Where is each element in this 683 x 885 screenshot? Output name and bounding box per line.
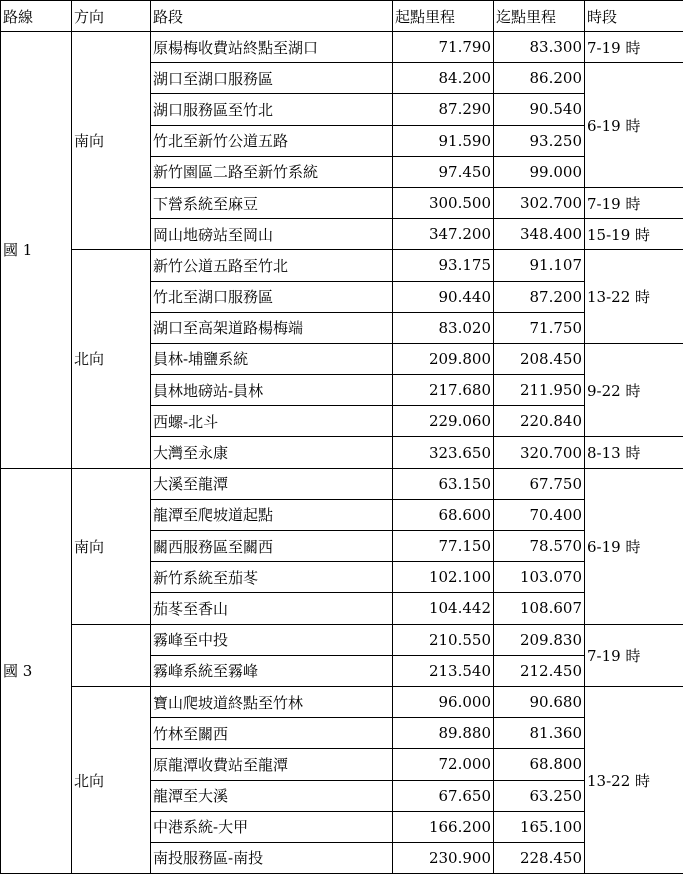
end-km-cell: 87.200 <box>494 281 585 312</box>
start-km-cell: 323.650 <box>393 437 494 468</box>
table-row <box>1 250 683 281</box>
route-cell: 國 1 <box>1 32 72 469</box>
segment-cell: 霧峰系統至霧峰 <box>151 655 393 686</box>
table-row <box>1 686 683 717</box>
start-km-cell: 72.000 <box>393 749 494 780</box>
time-cell: 6-19 時 <box>585 468 683 624</box>
segment-cell: 關西服務區至關西 <box>151 531 393 562</box>
header-time-period: 時段 <box>585 1 683 32</box>
segment-cell: 龍潭至爬坡道起點 <box>151 499 393 530</box>
end-km-cell: 99.000 <box>494 156 585 187</box>
segment-cell: 竹北至湖口服務區 <box>151 281 393 312</box>
start-km-cell: 347.200 <box>393 219 494 250</box>
table-row <box>1 624 683 655</box>
segment-cell: 南投服務區-南投 <box>151 842 393 873</box>
direction-cell-empty <box>72 624 151 686</box>
segment-cell: 西螺-北斗 <box>151 406 393 437</box>
table-row <box>1 468 683 499</box>
end-km-cell: 165.100 <box>494 811 585 842</box>
segment-cell: 下營系統至麻豆 <box>151 187 393 218</box>
start-km-cell: 71.790 <box>393 32 494 63</box>
start-km-cell: 93.175 <box>393 250 494 281</box>
time-cell: 15-19 時 <box>585 219 683 250</box>
time-cell: 7-19 時 <box>585 624 683 686</box>
start-km-cell: 217.680 <box>393 375 494 406</box>
start-km-cell: 96.000 <box>393 686 494 717</box>
start-km-cell: 84.200 <box>393 63 494 94</box>
segment-cell: 員林地磅站-員林 <box>151 375 393 406</box>
time-cell: 9-22 時 <box>585 343 683 437</box>
start-km-cell: 63.150 <box>393 468 494 499</box>
segment-cell: 湖口至湖口服務區 <box>151 63 393 94</box>
header-direction: 方向 <box>72 1 151 32</box>
start-km-cell: 97.450 <box>393 156 494 187</box>
table-row <box>1 32 683 63</box>
end-km-cell: 71.750 <box>494 312 585 343</box>
segment-cell: 原龍潭收費站至龍潭 <box>151 749 393 780</box>
direction-cell: 北向 <box>72 250 151 468</box>
end-km-cell: 90.680 <box>494 686 585 717</box>
start-km-cell: 230.900 <box>393 842 494 873</box>
end-km-cell: 91.107 <box>494 250 585 281</box>
segment-cell: 霧峰至中投 <box>151 624 393 655</box>
time-cell: 7-19 時 <box>585 32 683 63</box>
segment-cell: 竹林至關西 <box>151 718 393 749</box>
end-km-cell: 103.070 <box>494 562 585 593</box>
segment-cell: 原楊梅收費站終點至湖口 <box>151 32 393 63</box>
header-route: 路線 <box>1 1 72 32</box>
start-km-cell: 83.020 <box>393 312 494 343</box>
end-km-cell: 212.450 <box>494 655 585 686</box>
start-km-cell: 102.100 <box>393 562 494 593</box>
header-start-km: 起點里程 <box>393 1 494 32</box>
segment-cell: 中港系統-大甲 <box>151 811 393 842</box>
start-km-cell: 104.442 <box>393 593 494 624</box>
segment-cell: 湖口服務區至竹北 <box>151 94 393 125</box>
start-km-cell: 210.550 <box>393 624 494 655</box>
start-km-cell: 213.540 <box>393 655 494 686</box>
end-km-cell: 81.360 <box>494 718 585 749</box>
end-km-cell: 90.540 <box>494 94 585 125</box>
segment-cell: 新竹系統至茄苳 <box>151 562 393 593</box>
start-km-cell: 229.060 <box>393 406 494 437</box>
end-km-cell: 68.800 <box>494 749 585 780</box>
direction-cell: 南向 <box>72 32 151 250</box>
time-cell: 8-13 時 <box>585 437 683 468</box>
segment-cell: 茄苳至香山 <box>151 593 393 624</box>
end-km-cell: 302.700 <box>494 187 585 218</box>
start-km-cell: 300.500 <box>393 187 494 218</box>
segment-cell: 竹北至新竹公道五路 <box>151 125 393 156</box>
start-km-cell: 90.440 <box>393 281 494 312</box>
segment-cell: 新竹公道五路至竹北 <box>151 250 393 281</box>
end-km-cell: 67.750 <box>494 468 585 499</box>
start-km-cell: 68.600 <box>393 499 494 530</box>
end-km-cell: 220.840 <box>494 406 585 437</box>
start-km-cell: 91.590 <box>393 125 494 156</box>
start-km-cell: 166.200 <box>393 811 494 842</box>
end-km-cell: 348.400 <box>494 219 585 250</box>
segment-cell: 龍潭至大溪 <box>151 780 393 811</box>
segment-cell: 新竹園區二路至新竹系統 <box>151 156 393 187</box>
segment-cell: 員林-埔鹽系統 <box>151 343 393 374</box>
end-km-cell: 108.607 <box>494 593 585 624</box>
start-km-cell: 87.290 <box>393 94 494 125</box>
segment-cell: 大溪至龍潭 <box>151 468 393 499</box>
segment-cell: 岡山地磅站至岡山 <box>151 219 393 250</box>
time-cell: 13-22 時 <box>585 250 683 344</box>
segment-cell: 湖口至高架道路楊梅端 <box>151 312 393 343</box>
end-km-cell: 70.400 <box>494 499 585 530</box>
end-km-cell: 86.200 <box>494 63 585 94</box>
end-km-cell: 63.250 <box>494 780 585 811</box>
end-km-cell: 93.250 <box>494 125 585 156</box>
time-cell: 6-19 時 <box>585 63 683 188</box>
end-km-cell: 208.450 <box>494 343 585 374</box>
end-km-cell: 211.950 <box>494 375 585 406</box>
header-row <box>1 1 683 32</box>
end-km-cell: 228.450 <box>494 842 585 873</box>
direction-cell: 北向 <box>72 686 151 873</box>
start-km-cell: 67.650 <box>393 780 494 811</box>
start-km-cell: 209.800 <box>393 343 494 374</box>
end-km-cell: 78.570 <box>494 531 585 562</box>
header-end-km: 迄點里程 <box>494 1 585 32</box>
time-cell: 7-19 時 <box>585 187 683 218</box>
end-km-cell: 83.300 <box>494 32 585 63</box>
start-km-cell: 77.150 <box>393 531 494 562</box>
direction-cell: 南向 <box>72 468 151 624</box>
route-cell: 國 3 <box>1 468 72 873</box>
start-km-cell: 89.880 <box>393 718 494 749</box>
end-km-cell: 209.830 <box>494 624 585 655</box>
time-cell: 13-22 時 <box>585 686 683 873</box>
header-segment: 路段 <box>151 1 393 32</box>
end-km-cell: 320.700 <box>494 437 585 468</box>
segment-cell: 大灣至永康 <box>151 437 393 468</box>
segment-cell: 寶山爬坡道終點至竹林 <box>151 686 393 717</box>
